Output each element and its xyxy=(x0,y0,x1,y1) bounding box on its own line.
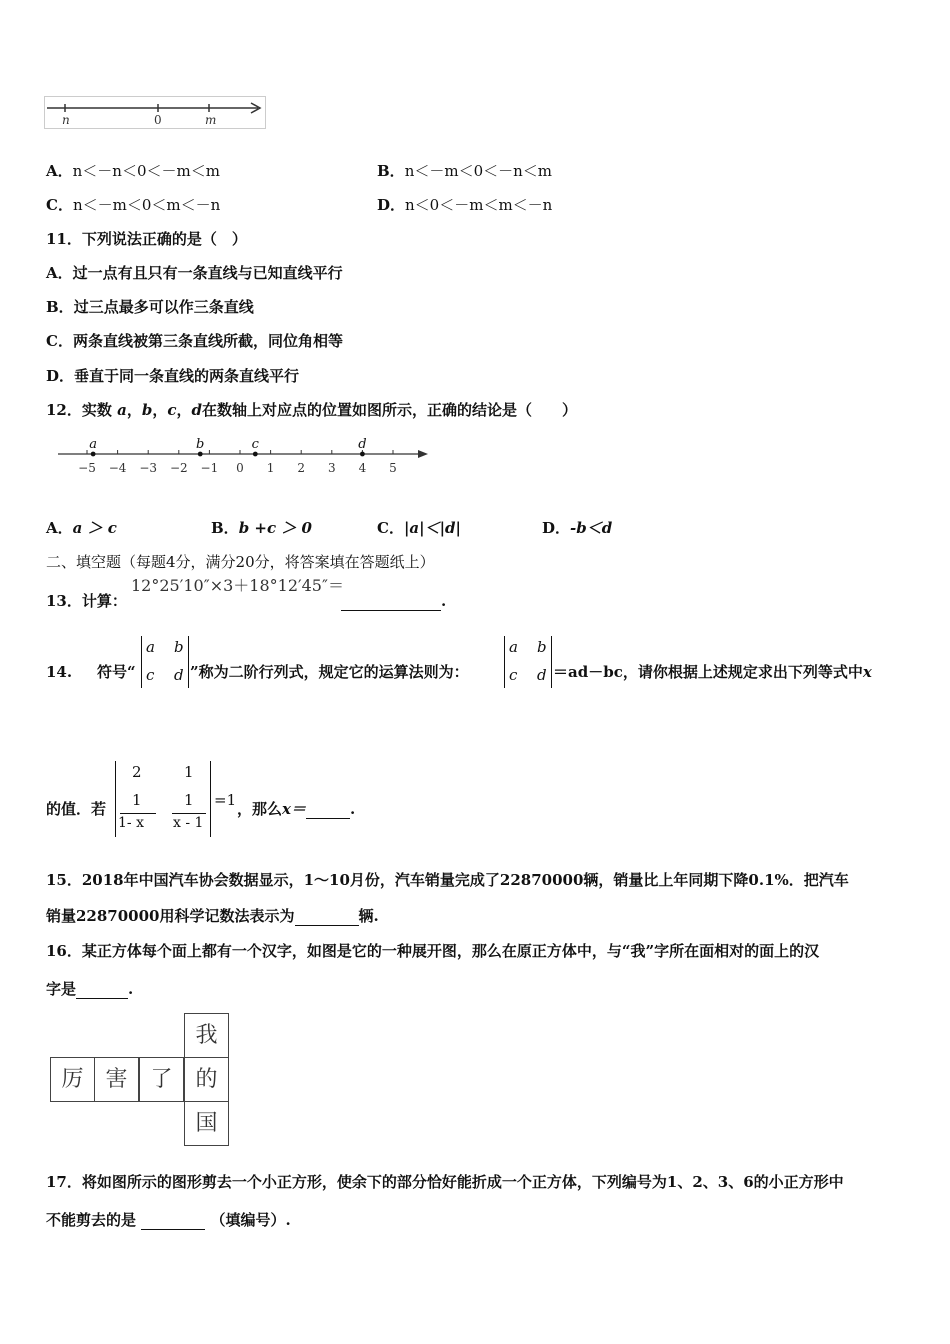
var-d: d xyxy=(191,401,203,419)
var-c: c xyxy=(167,401,177,419)
q15-line1: 15．2018年中国汽车协会数据显示，1～10月份，汽车销量完成了22870000辆，销量比上年同期下降0.1%．把汽车 xyxy=(46,871,849,889)
q12-stem-prefix: 12．实数 xyxy=(46,401,112,419)
q12-number-line xyxy=(50,432,435,480)
sep: ， xyxy=(126,401,142,419)
m1-b: b xyxy=(174,638,184,656)
q10-number-line xyxy=(44,96,266,130)
q14-text1: 符号“ xyxy=(97,663,136,681)
point-label-d: d xyxy=(358,437,367,452)
q10-label-0: 0 xyxy=(154,113,162,127)
q14-x-equals: x＝ xyxy=(282,800,306,818)
m2-d: d xyxy=(537,666,547,684)
option-text: n＜－m＜0＜－n＜m xyxy=(404,162,553,180)
option-text: |a|＜|d| xyxy=(403,519,461,537)
tick-label: 1 xyxy=(266,461,275,475)
option-label: C． xyxy=(46,196,73,214)
q11-option-d xyxy=(46,366,299,386)
q12-stem-suffix: 在数轴上对应点的位置如图所示，正确的结论是（ ） xyxy=(202,401,578,419)
m2-b: b xyxy=(537,638,547,656)
q17-line2 xyxy=(46,1210,291,1230)
q14-text4: 的值．若 xyxy=(46,800,107,818)
point-d xyxy=(360,452,365,457)
q12-option-d xyxy=(542,518,612,538)
tick-label: 4 xyxy=(358,461,367,475)
option-label: D． xyxy=(46,367,75,385)
tick-label: −4 xyxy=(108,461,127,475)
q13-end: . xyxy=(441,592,447,610)
option-text: -b＜d xyxy=(570,519,613,537)
q13-answer-blank xyxy=(341,591,446,611)
tick-label: −3 xyxy=(139,461,158,475)
q17-line2-post: （填编号）. xyxy=(210,1211,291,1229)
option-label: D． xyxy=(377,196,406,214)
var-b: b xyxy=(141,401,153,419)
option-text: 过一点有且只有一条直线与已知直线平行 xyxy=(72,264,343,282)
q14-number: 14. xyxy=(46,663,73,681)
m1-a: a xyxy=(146,638,155,656)
q11-option-b xyxy=(46,297,254,317)
q10-option-c xyxy=(46,195,220,215)
point-a xyxy=(91,452,96,457)
m3-den1: 1- x xyxy=(118,815,144,831)
point-c xyxy=(253,452,258,457)
q12-option-b xyxy=(211,518,312,538)
q16-line2-post: . xyxy=(128,980,134,998)
option-text: n＜－m＜0＜m＜－n xyxy=(72,196,221,214)
sep: ， xyxy=(152,401,168,419)
tick-label: 0 xyxy=(236,461,244,475)
q11-option-a xyxy=(46,263,343,283)
tick-label: −1 xyxy=(200,461,219,475)
m3-num2: 1 xyxy=(184,791,194,809)
q10-option-b xyxy=(377,161,552,181)
option-label: C． xyxy=(46,332,73,350)
tick-label: −5 xyxy=(78,461,96,475)
option-label: A． xyxy=(46,162,73,180)
q17-line1: 17．将如图所示的图形剪去一个小正方形，使余下的部分恰好能折成一个正方体，下列编号为1、2、3、6的小正方形中 xyxy=(46,1173,844,1191)
q14-text5 xyxy=(237,799,355,819)
q14-then: ，那么 xyxy=(237,800,283,818)
frac-bar-2 xyxy=(172,813,206,814)
q14-text3 xyxy=(553,662,872,682)
tick-label: 5 xyxy=(389,461,397,475)
q14-equals: =1 xyxy=(214,791,237,809)
option-text: 两条直线被第三条直线所截，同位角相等 xyxy=(72,332,343,350)
net-cell-hai: 害 xyxy=(94,1057,139,1102)
q12-option-a xyxy=(46,518,117,538)
option-label: B． xyxy=(46,298,74,316)
q16-line2 xyxy=(46,979,133,999)
option-text: a ＞ c xyxy=(72,519,117,537)
m3-num1: 1 xyxy=(132,791,142,809)
m3-r1c2: 1 xyxy=(184,763,194,781)
q14-rule: ＝ad－bc，请你根据上述规定求出下列等式中 xyxy=(553,663,863,681)
m2-a: a xyxy=(509,638,518,656)
option-label: B． xyxy=(211,519,239,537)
point-label-c: c xyxy=(251,437,259,452)
q15-line2 xyxy=(46,906,379,926)
q17-line2-pre: 不能剪去的是 xyxy=(46,1211,137,1229)
m3-den2: x - 1 xyxy=(173,815,204,831)
point-label-b: b xyxy=(196,437,205,452)
option-text: n＜－n＜0＜－m＜m xyxy=(72,162,220,180)
tick-label: −2 xyxy=(169,461,188,475)
q15-line2-pre: 销量22870000用科学记数法表示为 xyxy=(46,907,295,925)
q16-line2-pre: 字是 xyxy=(46,980,77,998)
m1-d: d xyxy=(174,666,184,684)
m3-r1c1: 2 xyxy=(132,763,142,781)
option-label: A． xyxy=(46,519,73,537)
section-title: 二、填空题（每题4分，满分20分，将答案填在答题纸上） xyxy=(46,553,435,571)
m2-c: c xyxy=(509,666,518,684)
q10-label-m: m xyxy=(205,113,217,127)
q11-stem: 11．下列说法正确的是（ ） xyxy=(46,230,247,248)
net-cell-li: 厉 xyxy=(50,1057,95,1102)
q16-line1: 16．某正方体每个面上都有一个汉字，如图是它的一种展开图，那么在原正方体中，与“我”字所在面相对的面上的汉 xyxy=(46,942,820,960)
q14-var-x: x xyxy=(862,663,872,681)
q10-option-d xyxy=(377,195,552,215)
option-label: C． xyxy=(377,519,404,537)
q12-stem xyxy=(46,400,577,420)
frac-bar-1 xyxy=(120,813,156,814)
point-b xyxy=(198,452,203,457)
q14-determinant-1 xyxy=(141,636,189,688)
net-cell-le: 了 xyxy=(139,1057,184,1102)
option-text: b +c ＞ 0 xyxy=(238,519,312,537)
m1-c: c xyxy=(146,666,155,684)
net-cell-guo: 国 xyxy=(184,1101,229,1146)
tick-label: 3 xyxy=(327,461,336,475)
net-cell-de: 的 xyxy=(184,1057,229,1102)
q10-option-a xyxy=(46,161,220,181)
tick-label: 2 xyxy=(297,461,306,475)
option-text: n＜0＜－m＜m＜－n xyxy=(405,196,553,214)
q15-line2-post: 辆. xyxy=(358,907,379,925)
sep: ， xyxy=(176,401,192,419)
q13-label: 13．计算： xyxy=(46,592,127,610)
option-label: D． xyxy=(542,519,571,537)
net-cell-wo: 我 xyxy=(184,1013,229,1058)
option-label: B． xyxy=(377,162,405,180)
option-text: 过三点最多可以作三条直线 xyxy=(73,298,254,316)
q10-label-n: n xyxy=(62,113,70,127)
q14-determinant-3 xyxy=(115,761,211,837)
q14-end: . xyxy=(349,800,356,818)
option-label: A． xyxy=(46,264,73,282)
point-label-a: a xyxy=(89,437,98,452)
q11-option-c xyxy=(46,331,343,351)
q12-option-c xyxy=(377,518,461,538)
q13-expression: 12°25′10″×3＋18°12′45″＝ xyxy=(131,576,344,595)
option-text: 垂直于同一条直线的两条直线平行 xyxy=(74,367,300,385)
q14-determinant-2 xyxy=(504,636,552,688)
var-a: a xyxy=(117,401,127,419)
q14-text2: ”称为二阶行列式，规定它的运算法则为： xyxy=(190,663,469,681)
